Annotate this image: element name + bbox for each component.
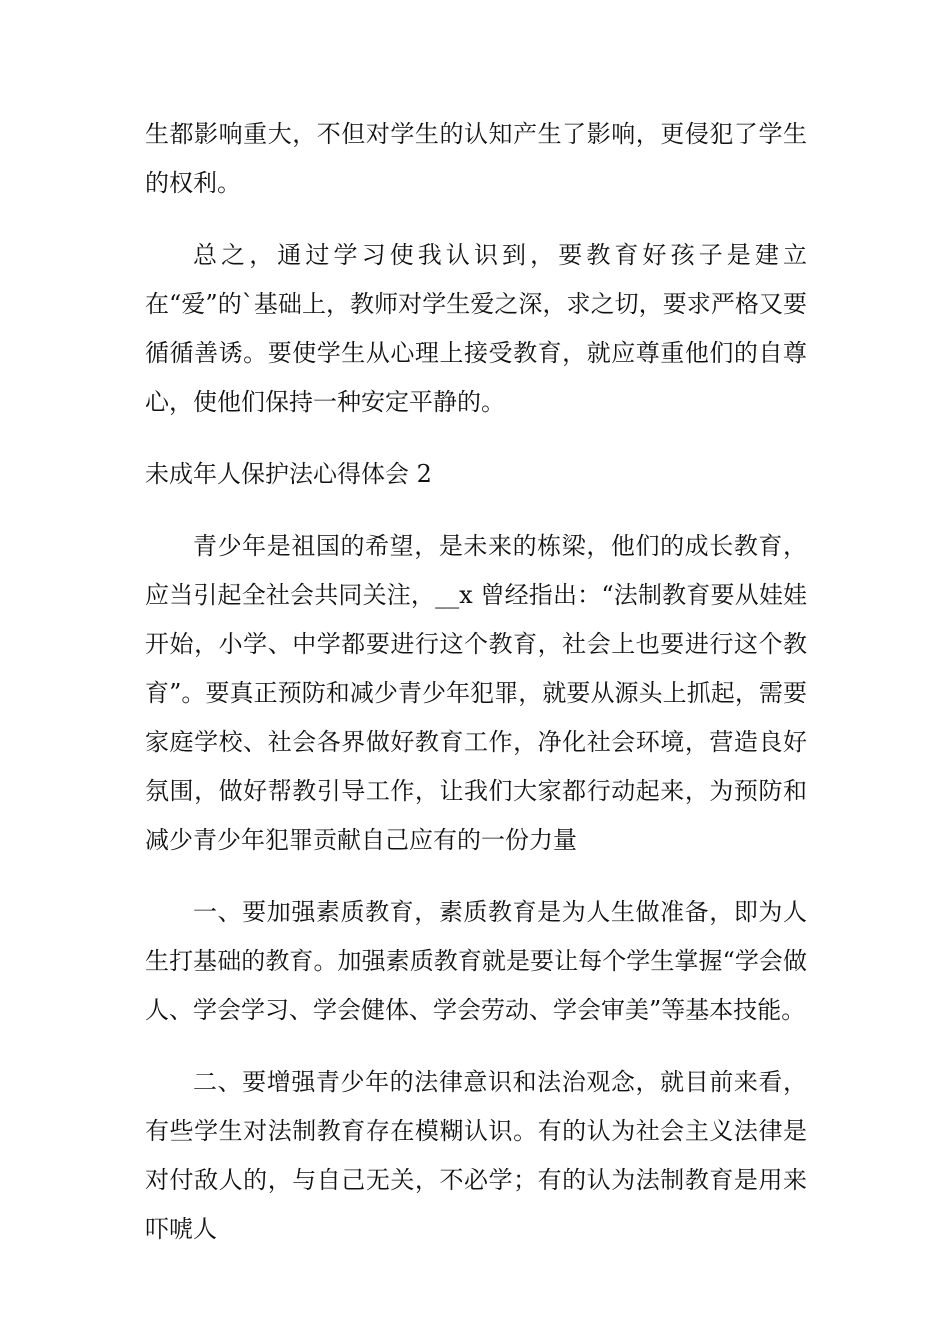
- paragraph-continuation: 生都影响重大，不但对学生的认知产生了影响，更侵犯了学生的权利。: [145, 120, 807, 197]
- paragraph-intro: 青少年是祖国的希望，是未来的栋梁，他们的成长教育，应当引起全社会共同关注，__x 曾经指出：“法制教育要从娃娃开始，小学、中学都要进行这个教育，社会上也要进行这个教育”。要真正预防和减少青少年犯罪，就要从源头上抓起，需要家庭学校、社会各界做好教育工作，净化社会环境，营造良好氛围，做好帮教引导工作，让我们大家都行动起来，为预防和减少青少年犯罪贡献自己应有的一份力量: [145, 532, 807, 854]
- document-body: [145, 110, 807, 1277]
- paragraph-point-one: 一、要加强素质教育，素质教育是为人生做准备，即为人生打基础的教育。加强素质教育就是要让每个学生掌握“学会做人、学会学习、学会健体、学会劳动、学会审美”等基本技能。: [145, 898, 807, 1024]
- paragraph-summary: 总之，通过学习使我认识到，要教育好孩子是建立在“爱”的`基础上，教师对学生爱之深，求之切，要求严格又要循循善诱。要使学生从心理上接受教育，就应尊重他们的自尊心，使他们保持一种安定平静的。: [145, 241, 807, 416]
- paragraph-point-two: 二、要增强青少年的法律意识和法治观念，就目前来看，有些学生对法制教育存在模糊认识。有的认为社会主义法律是对付敌人的，与自己无关，不必学；有的认为法制教育是用来吓唬人: [145, 1068, 807, 1243]
- section-heading: 未成年人保护法心得体会 2: [145, 460, 432, 488]
